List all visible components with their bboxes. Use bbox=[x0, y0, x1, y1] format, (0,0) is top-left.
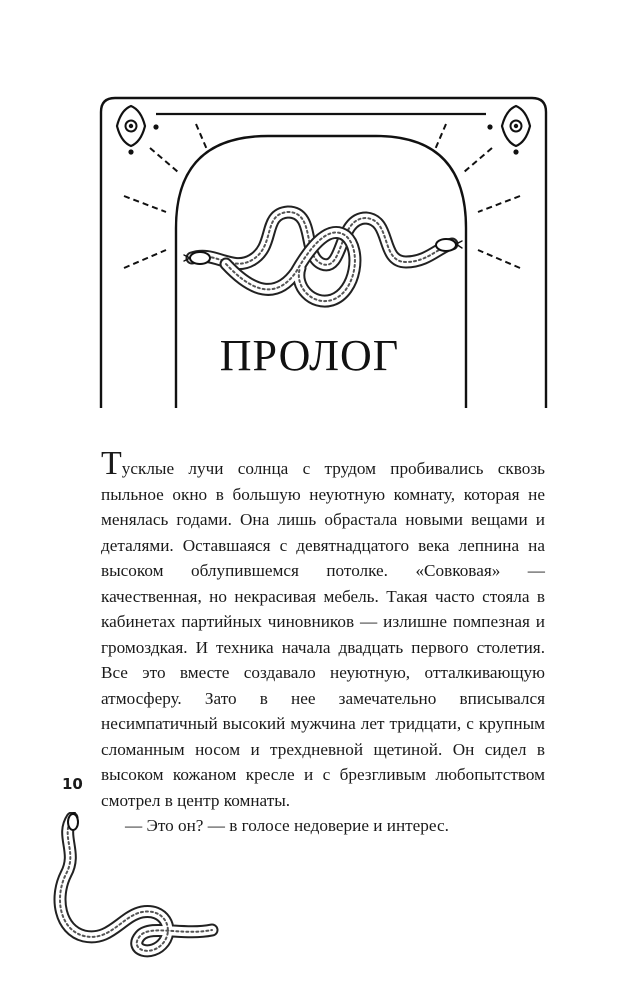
chapter-title: ПРОЛОГ bbox=[219, 331, 400, 380]
paragraph bbox=[101, 445, 545, 813]
snake-illustration bbox=[36, 812, 226, 982]
snake-illustration bbox=[184, 212, 462, 301]
eye-icon bbox=[117, 106, 159, 155]
page-number: 10 bbox=[62, 775, 83, 793]
drop-cap: Т bbox=[101, 445, 122, 482]
eye-icon bbox=[487, 106, 530, 155]
paragraph-text: усклые лучи солнца с трудом пробивались сквозь пыльное окно в большую неуютную комнату, которая не менялась годами. Она лишь обрастала новыми вещами и деталями. Оставшаяся с девятнадцатого века лепнина на высоком облупившемся потолке. «Совковая» — качественная, но некрасивая мебель. Такая часто стояла в кабинетах партийных чиновников — излишне помпезная и громоздкая. И техника начала двадцать первого столетия. Все это вместе создавало неуютную, отталкивающую атмосферу. Зато в нее замечательно вписывался несимпатичный высокий мужчина лет тридцати, с крупным сломанным носом и трехдневной щетиной. Он сидел в высоком кожаном кресле и с брезгливым любопытством смотрел в центр комнаты. bbox=[101, 459, 545, 810]
sun-rays-left bbox=[124, 124, 208, 268]
body-text bbox=[101, 445, 545, 839]
dialogue-line: — Это он? — в голосе недоверие и интерес. bbox=[125, 816, 449, 835]
